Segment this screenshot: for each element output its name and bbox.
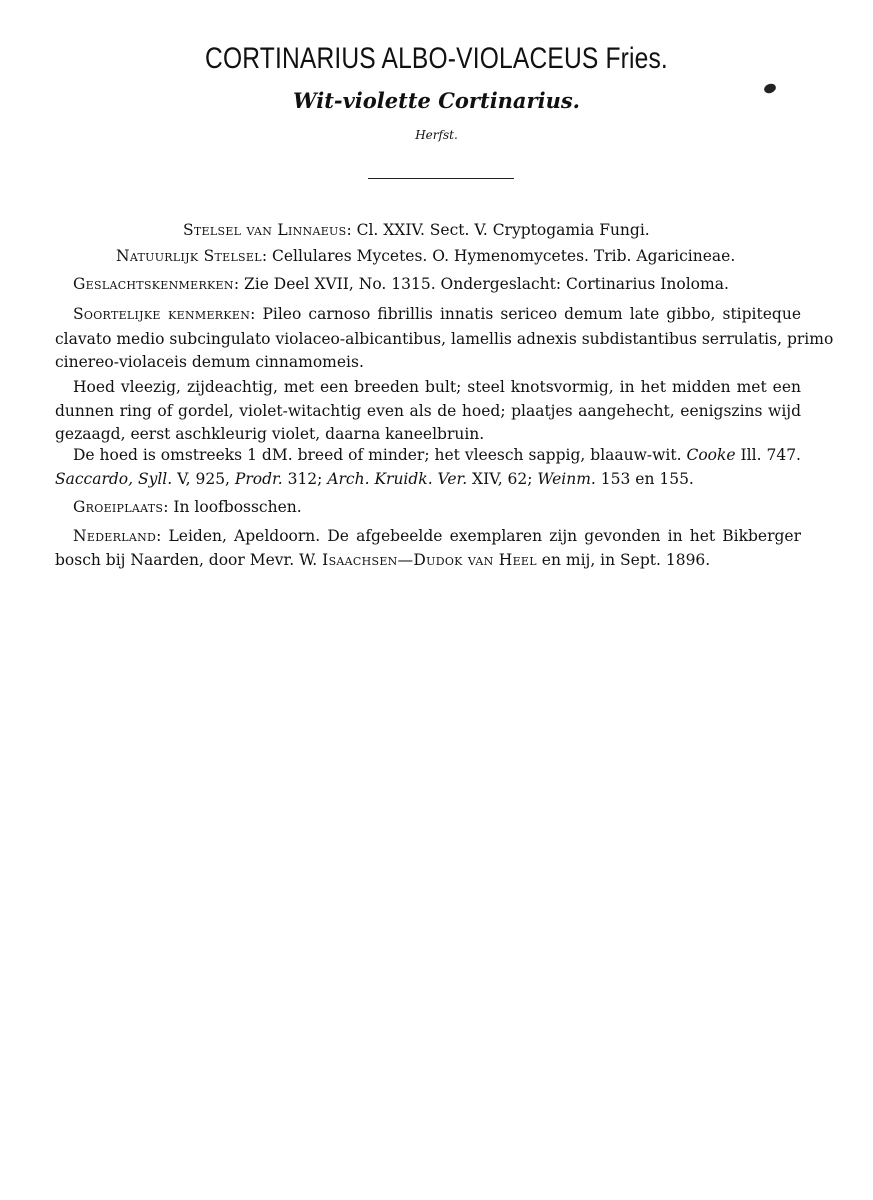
habitat-line — [73, 497, 302, 517]
season-label: Herfst. — [415, 128, 458, 142]
linnaeus-line — [183, 220, 650, 240]
habitat-value: : In loofbosschen. — [163, 498, 302, 516]
species-char-value: : Pileo carnoso fibrillis innatis sericeo demum late gibbo, stipiteque — [250, 305, 801, 323]
dutch-description-line-2: dunnen ring of gordel, violet-witachtig even als de hoed; plaatjes aangehecht, eenigszins wijd — [55, 402, 801, 420]
references-line-2 — [55, 469, 694, 489]
netherlands-value: : Leiden, Apeldoorn. De afgebeelde exemplaren zijn gevonden in het Bikberger — [156, 527, 801, 545]
weinm-ref: Weinm. — [537, 470, 596, 488]
saccardo-ref: Saccardo, Syll. — [55, 470, 173, 488]
netherlands-label: Nederland — [73, 527, 157, 545]
species-title: CORTINARIUS ALBO-VIOLACEUS Fries. — [205, 42, 668, 75]
prodr-num: 312; — [282, 470, 328, 488]
references-text: De hoed is omstreeks 1 dM. breed of minder; het vleesch sappig, blaauw-wit. — [73, 446, 687, 464]
habitat-label: Groeiplaats — [73, 498, 164, 516]
natural-system-label: Natuurlijk Stelsel — [116, 247, 262, 265]
linnaeus-value: : Cl. XXIV. Sect. V. Cryptogamia Fungi. — [346, 221, 650, 239]
collector-text: bosch bij Naarden, door Mevr. W. — [55, 551, 323, 569]
genus-line — [73, 274, 729, 294]
natural-system-value: : Cellulares Mycetes. O. Hymenomycetes. Trib. Agaricineae. — [261, 247, 736, 265]
species-char-line — [73, 304, 801, 324]
prodr-ref: Prodr. — [234, 470, 283, 488]
weinm-num: 153 en 155. — [595, 470, 694, 488]
dutch-name: Wit-violette Cortinarius. — [293, 88, 580, 113]
genus-label: Geslachtskenmerken — [73, 275, 234, 293]
arch-num: XIV, 62; — [467, 470, 538, 488]
latin-description-line-3: cinereo-violaceis demum cinnamomeis. — [55, 353, 364, 371]
dutch-description-line-3: gezaagd, eerst aschkleurig violet, daarna kaneelbruin. — [55, 425, 485, 443]
species-char-label: Soortelijke kenmerken — [73, 305, 251, 323]
saccardo-vol: V, 925, — [172, 470, 235, 488]
collector-names: Isaachsen—Dudok van Heel — [322, 551, 537, 569]
dutch-description-line-1: Hoed vleezig, zijdeachtig, met een breeden bult; steel knotsvormig, in het midden met een — [73, 378, 801, 396]
cooke-plate: Ill. 747. — [735, 446, 801, 464]
collection-date: en mij, in Sept. 1896. — [536, 551, 711, 569]
linnaeus-label: Stelsel van Linnaeus — [183, 221, 347, 239]
natural-system-line — [116, 246, 735, 266]
netherlands-line-1 — [73, 526, 801, 546]
cooke-ref: Cooke — [686, 446, 736, 464]
divider-rule — [368, 178, 514, 179]
latin-description-line-2: clavato medio subcingulato violaceo-albicantibus, lamellis adnexis subdistantibus serrulatis, primo — [55, 330, 834, 348]
netherlands-line-2 — [55, 550, 710, 570]
genus-value: : Zie Deel XVII, No. 1315. Ondergeslacht: Cortinarius Inoloma. — [233, 275, 729, 293]
references-line-1 — [73, 445, 801, 465]
arch-ref: Arch. Kruidk. Ver. — [327, 470, 468, 488]
